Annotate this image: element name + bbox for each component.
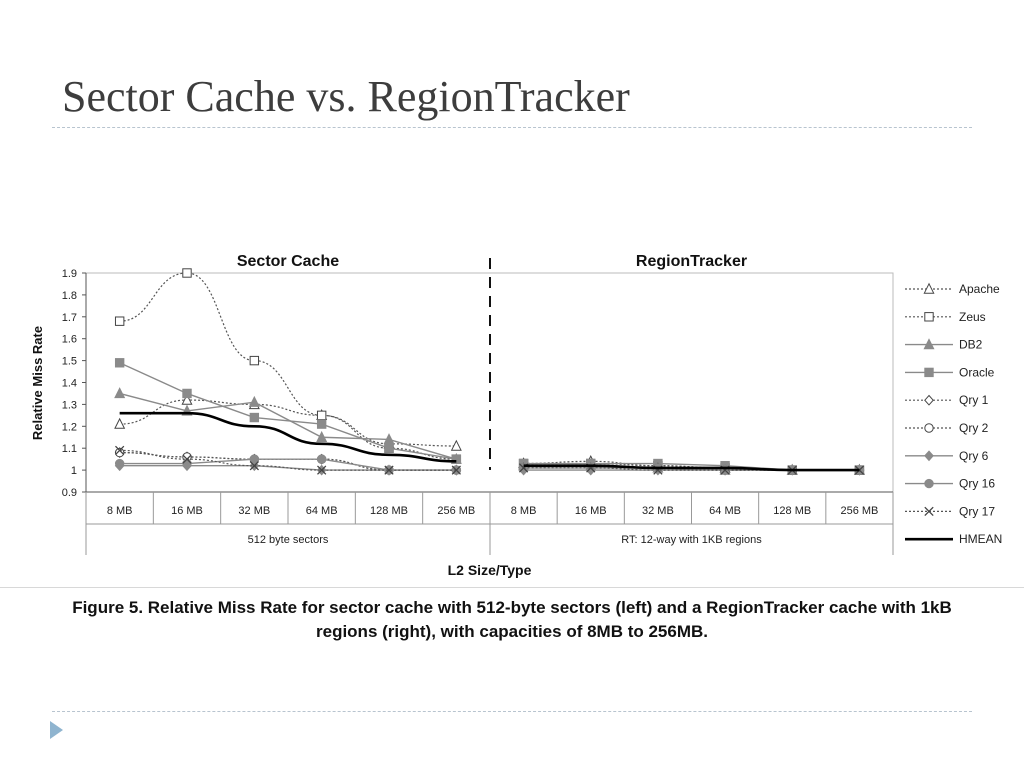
data-point-apache xyxy=(115,419,124,428)
data-point-oracle xyxy=(183,389,191,397)
legend-label-hmean: HMEAN xyxy=(959,532,1003,547)
legend-label-qry-16: Qry 16 xyxy=(959,476,996,491)
legend-marker-oracle xyxy=(925,368,933,376)
panel-title: RegionTracker xyxy=(635,253,748,270)
legend-label-qry-17: Qry 17 xyxy=(959,504,996,519)
x-category-label: 64 MB xyxy=(305,505,338,517)
legend-marker-qry-2 xyxy=(925,424,933,432)
data-point-oracle xyxy=(317,420,325,428)
caption-line-1: Figure 5. Relative Miss Rate for sector cache with 512-byte sectors (left) and a RegionTracker cache with 1kB xyxy=(72,598,952,617)
x-category-label: 8 MB xyxy=(106,505,133,517)
x-axis-title: L2 Size/Type xyxy=(447,562,532,578)
x-category-label: 256 MB xyxy=(840,505,879,517)
legend-label-db2: DB2 xyxy=(959,337,983,352)
x-category-label: 32 MB xyxy=(238,505,271,517)
panel-group-label: 512 byte sectors xyxy=(247,534,329,546)
x-category-label: 64 MB xyxy=(709,505,741,517)
data-point-oracle xyxy=(385,444,393,452)
legend-label-qry-1: Qry 1 xyxy=(959,393,989,408)
panel-group-label: RT: 12-way with 1KB regions xyxy=(621,534,762,546)
x-category-label: 128 MB xyxy=(370,505,408,517)
legend-marker-qry-1 xyxy=(925,396,933,405)
y-tick-label: 1.2 xyxy=(61,421,77,434)
x-category-label: 256 MB xyxy=(437,505,476,517)
y-tick-label: 1.9 xyxy=(61,268,77,280)
caption-divider xyxy=(0,587,1024,588)
caption-line-2: regions (right), with capacities of 8MB to 256MB. xyxy=(316,622,708,641)
x-category-label: 16 MB xyxy=(574,505,607,517)
y-tick-label: 1.6 xyxy=(61,333,77,346)
panel-title: Sector Cache xyxy=(236,253,340,270)
slide-bullet-icon xyxy=(50,721,63,739)
data-point-qry-16 xyxy=(183,459,191,467)
data-point-qry-16 xyxy=(317,455,325,463)
legend-label-apache: Apache xyxy=(959,282,1000,296)
legend-marker-qry-16 xyxy=(925,479,933,487)
footer-divider xyxy=(52,711,972,712)
y-tick-label: 1.8 xyxy=(61,289,77,302)
data-point-zeus xyxy=(183,269,191,277)
legend-marker-qry-6 xyxy=(925,451,933,460)
x-category-label: 32 MB xyxy=(642,505,674,517)
x-category-label: 8 MB xyxy=(510,505,537,517)
data-point-oracle xyxy=(250,413,258,421)
legend-marker-zeus xyxy=(925,313,933,321)
data-point-zeus xyxy=(115,317,123,325)
slide-title: Sector Cache vs. RegionTracker xyxy=(62,72,630,121)
legend-label-oracle: Oracle xyxy=(959,365,995,380)
x-category-label: 128 MB xyxy=(773,505,812,517)
y-tick-label: 1.5 xyxy=(61,355,77,368)
data-point-zeus xyxy=(317,411,325,419)
data-point-db2 xyxy=(250,397,259,406)
data-point-oracle xyxy=(115,359,123,367)
title-divider xyxy=(52,127,972,128)
series-line-zeus xyxy=(120,273,457,459)
y-tick-label: 1.4 xyxy=(61,377,77,390)
x-category-label: 16 MB xyxy=(171,505,203,517)
legend-label-zeus: Zeus xyxy=(959,309,986,324)
figure-caption xyxy=(0,596,1024,644)
legend-label-qry-6: Qry 6 xyxy=(959,448,989,463)
y-tick-label: 1 xyxy=(70,465,77,478)
series-line-qry-17 xyxy=(120,450,457,470)
y-tick-label: 1.1 xyxy=(61,443,77,456)
y-tick-label: 0.9 xyxy=(61,487,77,499)
data-point-qry-16 xyxy=(115,459,123,467)
legend-label-qry-2: Qry 2 xyxy=(959,421,989,435)
data-point-zeus xyxy=(250,356,258,364)
y-tick-label: 1.7 xyxy=(61,311,77,324)
y-axis-title: Relative Miss Rate xyxy=(30,325,45,441)
y-tick-label: 1.3 xyxy=(61,399,77,412)
data-point-db2 xyxy=(115,388,124,397)
miss-rate-chart xyxy=(0,238,1024,583)
